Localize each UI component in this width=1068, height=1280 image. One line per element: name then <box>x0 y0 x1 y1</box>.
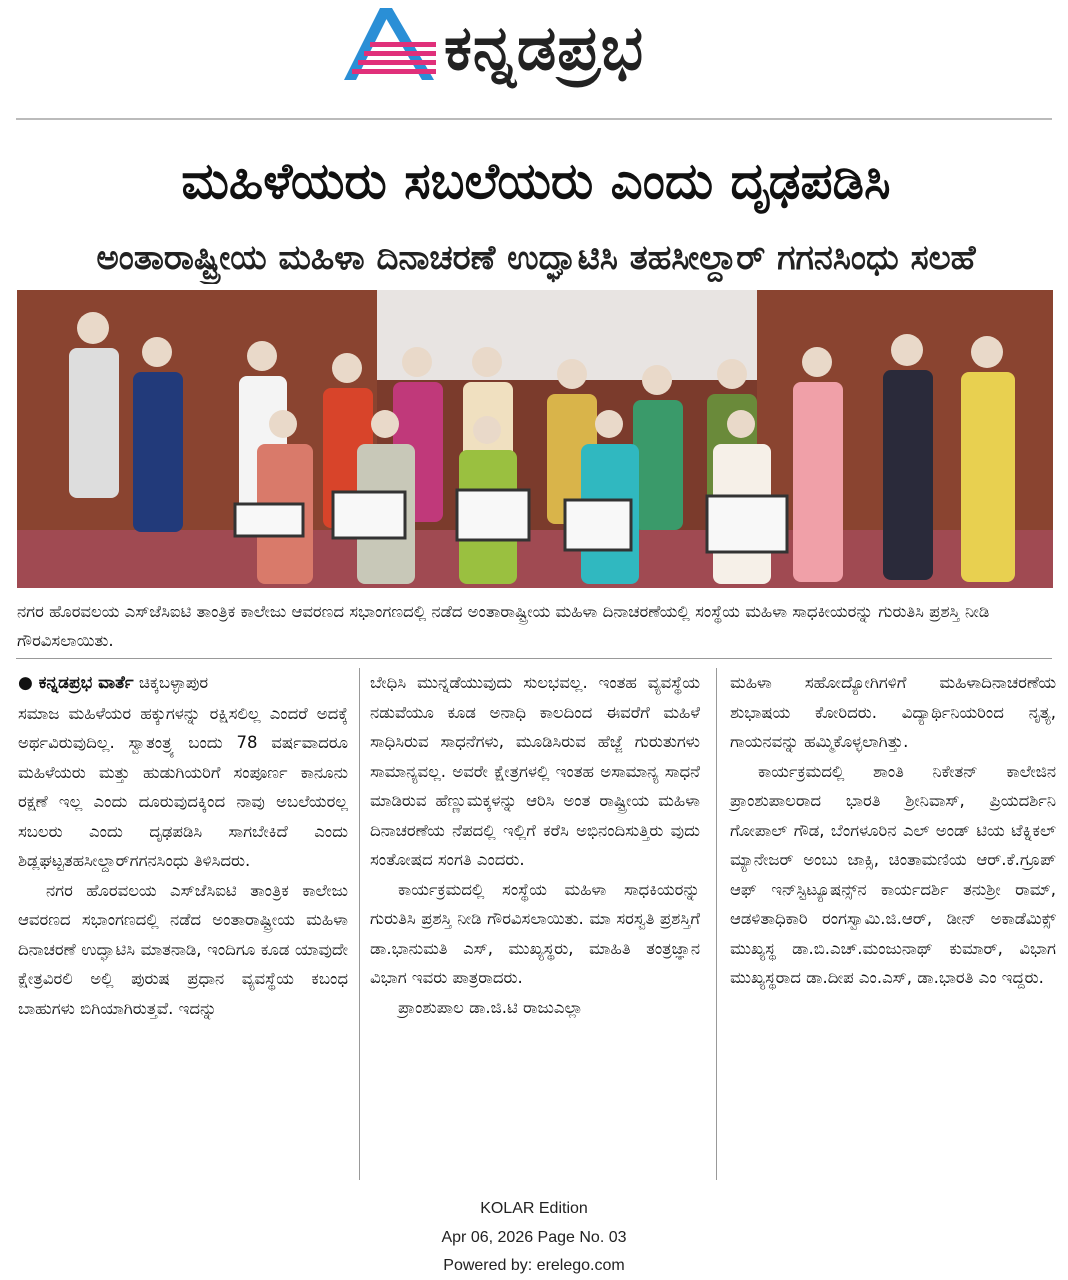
article-photo <box>17 290 1053 588</box>
article-paragraph: ಬೇಧಿಸಿ ಮುನ್ನಡೆಯುವುದು ಸುಲಭವಲ್ಲ. ಇಂತಹ ವ್ಯವಸ್ಥೆಯ ನಡುವೆಯೂ ಕೂಡ ಅನಾಧಿ ಕಾಲದಿಂದ ಈವರೆಗೆ ಮಹಿಳೆ ಸಾಧಿಸಿರುವ ಸಾಧನೆಗಳು, ಮೂಡಿಸಿರುವ ಹೆಜ್ಜೆ ಗುರುತುಗಳು ಸಾಮಾನ್ಯವಲ್ಲ. ಅವರೇ ಕ್ಷೇತ್ರಗಳಲ್ಲಿ ಇಂತಹ ಅಸಾಮಾನ್ಯ ಸಾಧನೆ ಮಾಡಿರುವ ಹೆಣ್ಣುಮಕ್ಕಳನ್ನು ಆರಿಸಿ ಅಂತ ರಾಷ್ಟ್ರೀಯ ಮಹಿಳಾ ದಿನಾಚರಣೆಯ ನೆಪದಲ್ಲಿ ಇಲ್ಲಿಗೆ ಕರೆಸಿ ಅಭಿನಂದಿಸುತ್ತಿರು ವುದು ಸಂತೋಷದ ಸಂಗತಿ ಎಂದರು. <box>370 673 700 869</box>
footer-date-page: Apr 06, 2026 Page No. 03 <box>441 1229 627 1246</box>
article-paragraph: ನಗರ ಹೊರವಲಯ ಎಸ್‌ಜೆಸಿಐಟಿ ತಾಂತ್ರಿಕ ಕಾಲೇಜು ಆವರಣದ ಸಭಾಂಗಣದಲ್ಲಿ ನಡೆದ ಅಂತಾರಾಷ್ಟ್ರೀಯ ಮಹಿಳಾ ದಿನಾಚರಣೆ ಉದ್ಘಾಟಿಸಿ ಮಾತನಾಡಿ, ಇಂದಿಗೂ ಕೂಡ ಯಾವುದೇ ಕ್ಷೇತ್ರವಿರಲಿ ಅಲ್ಲಿ ಪುರುಷ ಪ್ರಧಾನ ವ್ಯವಸ್ಥೆಯ ಕಬಂಧ ಬಾಹುಗಳು ಬಿಗಿಯಾಗಿರುತ್ತವೆ. ಇದನ್ನು <box>18 880 348 1018</box>
article-paragraph: ಸಮಾಜ ಮಹಿಳೆಯರ ಹಕ್ಕುಗಳನ್ನು ರಕ್ಷಿಸಲಿಲ್ಲ ಎಂದರೆ ಅದಕ್ಕೆ ಅರ್ಥವಿರುವುದಿಲ್ಲ. ಸ್ವಾತಂತ್ರ್ಯ ಬಂದು 78 ವರ್ಷವಾದರೂ ಮಹಿಳೆಯರು ಮತ್ತು ಹುಡುಗಿಯರಿಗೆ ಸಂಪೂರ್ಣ ಕಾನೂನು ರಕ್ಷಣೆ ಇಲ್ಲ ಎಂದು ದೂರುವುದಕ್ಕಿಂದ ನಾವು ಅಬಲೆಯರಲ್ಲ ಸಬಲರು ಎಂದು ದೃಢಪಡಿಸಿ ಸಾಗಬೇಕಿದೆ ಎಂದು ಶಿಡ್ಲಘಟ್ಟತಹಸೀಲ್ದಾರ್‌ಗಗನಸಿಂಧು ತಿಳಿಸಿದರು. <box>18 703 348 870</box>
photo-caption: ನಗರ ಹೊರವಲಯ ಎಸ್‌ಜೆಸಿಐಟಿ ತಾಂತ್ರಿಕ ಕಾಲೇಜು ಆವರಣದ ಸಭಾಂಗಣದಲ್ಲಿ ನಡೆದ ಅಂತಾರಾಷ್ಟ್ರೀಯ ಮಹಿಳಾ ದಿನಾಚರಣೆಯಲ್ಲಿ ಸಂಸ್ಥೆಯ ಮಹಿಳಾ ಸಾಧಕೀಯರನ್ನು ಗುರುತಿಸಿ ಪ್ರಶಸ್ತಿ ನೀಡಿ ಗೌರವಿಸಲಾಯಿತು. <box>17 602 990 650</box>
article-headline: ಮಹಿಳೆಯರು ಸಬಲೆಯರು ಎಂದು ದೃಢಪಡಿಸಿ <box>181 152 891 210</box>
footer-edition: KOLAR Edition <box>480 1200 588 1217</box>
footer-powered-by[interactable]: Powered by: erelego.com <box>443 1257 625 1274</box>
kannadaprabha-logo-icon <box>344 6 436 82</box>
article-column-2 <box>370 668 700 1022</box>
caption-divider <box>16 658 1052 659</box>
article-paragraph: ಪ್ರಾಂಶುಪಾಲ ಡಾ.ಜಿ.ಟಿ ರಾಜುಎಲ್ಲಾ <box>398 997 583 1017</box>
article-paragraph: ಕಾರ್ಯಕ್ರಮದಲ್ಲಿ ಸಂಸ್ಥೆಯ ಮಹಿಳಾ ಸಾಧಕಿಯರನ್ನು ಗುರುತಿಸಿ ಪ್ರಶಸ್ತಿ ನೀಡಿ ಗೌರವಿಸಲಾಯಿತು. ಮಾ ಸರಸ್ವತಿ ಪ್ರಶಸ್ತಿಗೆ ಡಾ.ಭಾನುಮತಿ ಎಸ್, ಮುಖ್ಯಸ್ಥರು, ಮಾಹಿತಿ ತಂತ್ರಜ್ಞಾನ ವಿಭಾಗ ಇವರು ಪಾತ್ರರಾದರು. <box>370 879 700 987</box>
masthead-divider <box>16 118 1052 120</box>
masthead-logo-text: ಕನ್ನಡಪ್ರಭ <box>444 11 645 84</box>
article-column-1 <box>18 668 348 1023</box>
byline: ● ಕನ್ನಡಪ್ರಭ ವಾರ್ತೆ <box>18 673 134 693</box>
article-paragraph: ಮಹಿಳಾ ಸಹೋದ್ಯೋಗಿಗಳಿಗೆ ಮಹಿಳಾದಿನಾಚರಣೆಯ ಶುಭಾಷಯ ಕೋರಿದರು. ವಿದ್ಯಾರ್ಥಿನಿಯರಿಂದ ನೃತ್ಯ, ಗಾಯನವನ್ನು ಹಮ್ಮಿಕೊಳ್ಳಲಾಗಿತ್ತು. <box>730 673 1056 751</box>
dateline: ಚಿಕ್ಕಬಳ್ಳಾಪುರ <box>138 673 209 692</box>
byline-paragraph <box>18 668 348 699</box>
column-divider <box>716 668 717 1180</box>
column-divider <box>359 668 360 1180</box>
article-subheadline: ಅಂತಾರಾಷ್ಟ್ರೀಯ ಮಹಿಳಾ ದಿನಾಚರಣೆ ಉದ್ಘಾಟಿಸಿ ತಹಸೀಲ್ದಾರ್ ಗಗನಸಿಂಧು ಸಲಹೆ <box>96 238 976 278</box>
masthead <box>0 0 1068 118</box>
article-paragraph: ಕಾರ್ಯಕ್ರಮದಲ್ಲಿ ಶಾಂತಿ ನಿಕೇತನ್ ಕಾಲೇಜಿನ ಪ್ರಾಂಶುಪಾಲರಾದ ಭಾರತಿ ಶ್ರೀನಿವಾಸ್, ಪ್ರಿಯದರ್ಶಿನಿ ಗೋಪಾಲ್ ಗೌಡ, ಬೆಂಗಳೂರಿನ ಎಲ್ ಅಂಡ್ ಟಿಯ ಟೆಕ್ನಿಕಲ್ ಮ್ಯಾನೇಜರ್ ಅಂಬು ಜಾಕ್ಸಿ, ಚಿಂತಾಮಣಿಯ ಆರ್.ಕೆ.ಗ್ರೂಪ್ ಆಫ್ ಇನ್‌ಸ್ಟಿಟ್ಯೂಷನ್ಸ್‌ನ ಕಾರ್ಯದರ್ಶಿ ತನುಶ್ರೀ ರಾಮ್, ಆಡಳಿತಾಧಿಕಾರಿ ರಂಗಸ್ವಾಮಿ.ಜಿ.ಆರ್, ಡೀನ್ ಅಕಾಡೆಮಿಕ್ಸ್ ಮುಖ್ಯಸ್ಥ ಡಾ.ಬಿ.ಎಚ್.ಮಂಜುನಾಥ್ ಕುಮಾರ್, ವಿಭಾಗ ಮುಖ್ಯಸ್ಥರಾದ ಡಾ.ದೀಪ ಎಂ.ಎಸ್, ಡಾ.ಭಾರತಿ ಎಂ ಇದ್ದರು. <box>730 761 1056 987</box>
article-column-3 <box>730 668 1056 993</box>
